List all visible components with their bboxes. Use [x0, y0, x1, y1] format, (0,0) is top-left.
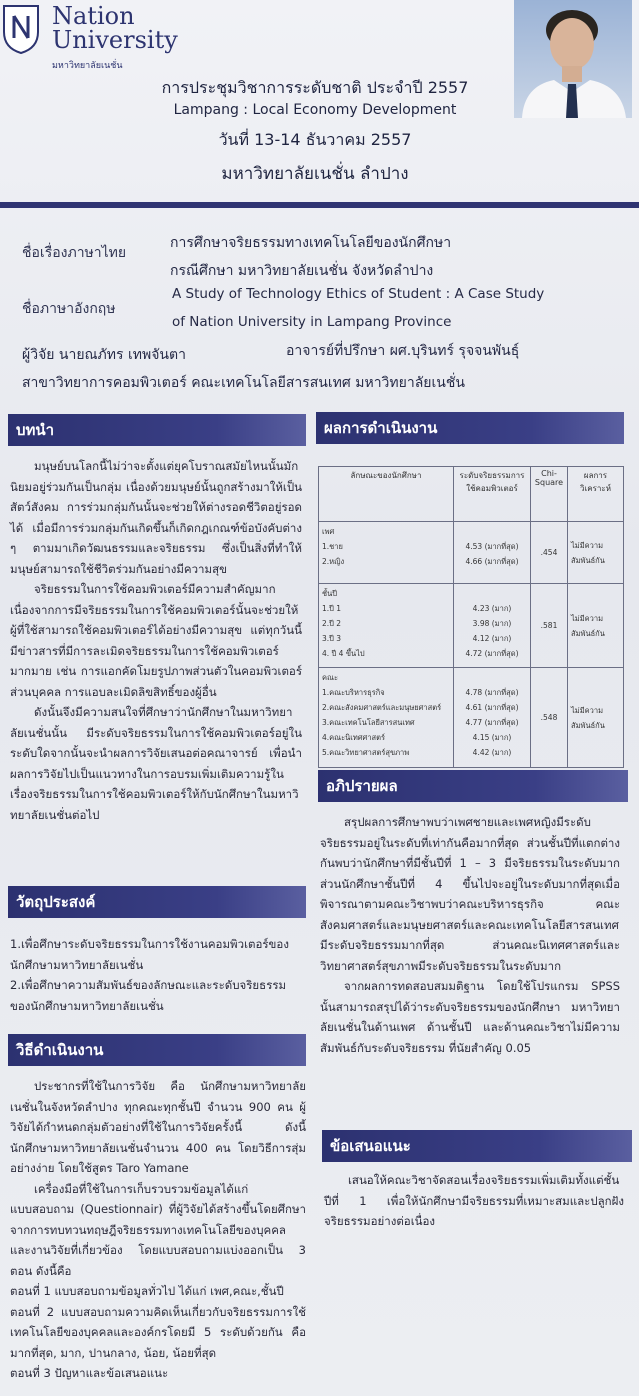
method-paragraph-2: เครื่องมือที่ใช้ในการเก็บรวบรวมข้อมูลได้แก่ แบบสอบถาม (Questionnair) ที่ผู้วิจัยได้สร้างขึ้นโดยศึกษาจากการทบทวนทฤษฎีจริยธรรมทางเทคโนโลยีของบุคคล และงานวิจัยที่เกี่ยวข้อง โดยแบบสอบถามแบ่งออกเป็น 3 ตอน ดังนี้คือ	[10, 1181, 306, 1278]
thai-title-label: ชื่อเรื่องภาษาไทย	[22, 245, 127, 261]
row-label: 2.ปี 2	[322, 619, 342, 628]
recommendations-body	[324, 1170, 624, 1232]
intro-paragraph-1: มนุษย์บนโลกนี้ไม่ว่าจะตั้งแต่ยุคโบราณสมัยไหนนั้นมักนิยมอยู่ร่วมกันเป็นกลุ่ม เนื่องด้วยมนุษย์นั้นถูกสร้างมาให้เป็นสัตว์สังคม การร่วมกลุ่มกันนั้นจะช่วยให้ต่างรอดชีวิตอยู่รอดได้ เมื่อมีการร่วมกลุ่มกันเกิดขึ้นก็เกิดกฎเกณฑ์ข้อบังคับต่าง ๆ ตามมาเกิดวัฒนธรรมและจริยธรรม ซึ่งเป็นสิ่งที่ทำให้มนุษย์สามารถใช้ชีวิตร่วมกันอย่างมีความสุข	[10, 459, 302, 576]
university-shield-logo	[2, 4, 40, 54]
objectives-heading: วัตถุประสงค์	[8, 886, 306, 918]
results-table	[318, 466, 624, 768]
level-cell	[454, 522, 531, 584]
group-name: เพศ	[322, 527, 335, 536]
discussion-body	[320, 812, 620, 1058]
analysis-result: ไม่มีความสัมพันธ์กัน	[568, 522, 624, 584]
row-label: 1.ปี 1	[322, 604, 342, 613]
row-label: 1.คณะบริหารธุรกิจ	[322, 688, 385, 697]
english-title-line2: of Nation University in Lampang Province	[172, 314, 452, 330]
row-label: 3.คณะเทคโนโลยีสารสนเทศ	[322, 718, 415, 727]
row-label: 5.คณะวิทยาศาสตร์สุขภาพ	[322, 748, 410, 757]
group-cell	[319, 668, 454, 768]
thai-title-line1: การศึกษาจริยธรรมทางเทคโนโลยีของนักศึกษา	[170, 235, 452, 251]
discussion-paragraph-1: สรุปผลการศึกษาพบว่าเพศชายและเพศหญิงมีระดับจริยธรรมอยู่ในระดับที่เท่ากันคือมากที่สุด ส่วนชั้นปีที่แตกต่างกันพบว่านักศึกษาที่มีชั้นปีที่ 1 – 3 มีจริยธรรมในระดับมากส่วนนักศึกษาชั้นปีที่ 4 ขึ้นไปจะอยู่ในระดับมากที่สุดเมื่อพิจารณาตามคณะวิชาพบว่าคณะบริหารธุรกิจ คณะสังคมศาสตร์และมนุษยศาสตร์และคณะเทคโนโลยีสารสนเทศมีระดับจริยธรรมมากที่สุด ส่วนคณะนิเทศศาสตร์และวิทยาศาสตร์สุขภาพมีระดับจริยธรรมในระดับมาก	[320, 815, 620, 973]
method-heading: วิธีดำเนินงาน	[8, 1034, 306, 1066]
university-name	[52, 4, 178, 52]
method-part-3: ตอนที่ 3 ปัญหาและข้อเสนอแนะ	[10, 1366, 169, 1380]
analysis-result: ไม่มีความสัมพันธ์กัน	[568, 668, 624, 768]
level-cell	[454, 584, 531, 668]
col-header-analysis: ผลการวิเคราะห์	[568, 467, 624, 522]
table-row	[319, 584, 624, 668]
row-label: 4.คณะนิเทศศาสตร์	[322, 733, 386, 742]
intro-paragraph-2: จริยธรรมในการใช้คอมพิวเตอร์มีความสำคัญมาก เนื่องจากการมีจริยธรรมในการใช้คอมพิวเตอร์นั้นจะช่วยให้ผู้ที่ใช้สามารถใช้คอมพิวเตอร์ได้อย่างมีความสุข แต่ทุกวันนี้มีข่าวสารที่มีการละเมิดจริยธรรมในการใช้คอมพิวเตอร์มากมาย เช่น การแอกคัดโมยรูปภาพส่วนตัวในคอมพิวเตอร์ส่วนบุคคล การแอบละเมิดลิขสิทธิ์ของผู้อื่น	[10, 582, 302, 699]
level-cell	[454, 668, 531, 768]
researcher-photo	[514, 0, 632, 118]
method-part-1: ตอนที่ 1 แบบสอบถามข้อมูลทั่วไป ได้แก่ เพศ,คณะ,ชั้นปี	[10, 1284, 284, 1298]
chi-square-value: .581	[531, 584, 568, 668]
row-level: 4.61 (มากที่สุด)	[465, 703, 519, 712]
row-level: 4.15 (มาก)	[472, 733, 512, 742]
thai-title-line2: กรณีศึกษา มหาวิทยาลัยเนชั่น จังหวัดลำปาง	[170, 263, 434, 279]
recommendations-paragraph: เสนอให้คณะวิชาจัดสอนเรื่องจริยธรรมเพิ่มเติมทั้งแต่ชั้นปีที่ 1 เพื่อให้นักศึกษามีจริยธรรมที่เหมาะสมและปลูกฝังจริยธรรมอย่างต่อเนื่อง	[324, 1173, 624, 1228]
advisor-name: อาจารย์ที่ปรึกษา ผศ.บุรินทร์ รุจจนพันธุ์	[286, 343, 520, 359]
table-header-row	[319, 467, 624, 522]
col-header-ethics-level: ระดับจริยธรรมการใช้คอมพิวเตอร์	[454, 467, 531, 522]
row-label: 4. ปี 4 ขึ้นไป	[322, 649, 365, 658]
conference-title: การประชุมวิชาการระดับชาติ ประจำปี 2557	[161, 78, 469, 97]
conference-theme: Lampang : Local Economy Development	[173, 102, 457, 118]
row-level: 4.72 (มากที่สุด)	[465, 649, 519, 658]
chi-square-value: .548	[531, 668, 568, 768]
row-level: 4.66 (มากที่สุด)	[465, 557, 519, 566]
conference-date: วันที่ 13-14 ธันวาคม 2557	[218, 130, 412, 149]
header-divider	[0, 202, 639, 208]
method-paragraph-1: ประชากรที่ใช้ในการวิจัย คือ นักศึกษามหาวิทยาลัยเนชั่นในจังหวัดลำปาง ทุกคณะทุกชั้นปี จำนวน 900 คน ผู้วิจัยได้กำหนดกลุ่มตัวอย่างที่ใช้ในการวิจัยครั้งนี้ ดังนี้ นักศึกษามหาวิทยาลัยเนชั่นจำนวน 400 คน โดยวิธีการสุ่มอย่างง่าย โดยใช้สูตร Taro Yamane	[10, 1079, 306, 1175]
university-name-line1: Nation	[52, 2, 135, 30]
intro-paragraph-3: ดังนั้นจึงมีความสนใจที่ศึกษาว่านักศึกษาในมหาวิทยาลัยเนชั่นนั้น มีระดับจริยธรรมในการใช้คอมพิวเตอร์อยู่ในระดับใดจากนั้นจะนำผลการวิจัยเสนอต่อคณาจารย์ เพื่อนำผลการวิจัยไปเป็นแนวทางในการอบรมเพิ่มเติมความรู้ในเรื่องจริยธรรมในการใช้คอมพิวเตอร์ให้กับนักศึกษาในมหาวิทยาลัยเนชั่นต่อไป	[10, 705, 302, 822]
row-label: 3.ปี 3	[322, 634, 342, 643]
group-name: คณะ	[322, 673, 339, 682]
row-level: 4.77 (มากที่สุด)	[465, 718, 519, 727]
objectives-list	[10, 934, 306, 1016]
table-row	[319, 668, 624, 768]
table-row	[319, 522, 624, 584]
department-line: สาขาวิทยาการคอมพิวเตอร์ คณะเทคโนโลยีสารสนเทศ มหาวิทยาลัยเนชั่น	[22, 375, 465, 391]
group-cell	[319, 584, 454, 668]
english-title-line1: A Study of Technology Ethics of Student : A Case Study	[172, 286, 545, 302]
analysis-result: ไม่มีความสัมพันธ์กัน	[568, 584, 624, 668]
col-header-characteristic: ลักษณะของนักศึกษา	[319, 467, 454, 522]
recommendations-heading: ข้อเสนอแนะ	[322, 1130, 632, 1162]
chi-square-value: .454	[531, 522, 568, 584]
row-level: 4.53 (มากที่สุด)	[465, 542, 519, 551]
university-name-thai: มหาวิทยาลัยเนชั่น	[52, 61, 123, 71]
objective-item-2: 2.เพื่อศึกษาความสัมพันธ์ของลักษณะและระดับจริยธรรมของนักศึกษามหาวิทยาลัยเนชั่น	[10, 978, 287, 1013]
discussion-paragraph-2: จากผลการทดสอบสมมติฐาน โดยใช้โปรแกรม SPSS นั้นสามารถสรุปได้ว่าระดับจริยธรรมของนักศึกษา มหาวิทยาลัยเนชั่นในด้านเพศ ด้านชั้นปี และด้านคณะวิชาไม่มีความสัมพันธ์กับระดับจริยธรรม ที่นัยสำคัญ 0.05	[320, 979, 620, 1055]
row-level: 4.42 (มาก)	[472, 748, 512, 757]
row-label: 2.คณะสังคมศาสตร์และมนุษยศาสตร์	[322, 703, 442, 712]
intro-body	[10, 456, 302, 825]
row-level: 3.98 (มาก)	[472, 619, 512, 628]
group-name: ชั้นปี	[322, 589, 337, 598]
results-heading: ผลการดำเนินงาน	[316, 412, 624, 444]
method-part-2: ตอนที่ 2 แบบสอบถามความคิดเห็นเกี่ยวกับจริยธรรมการใช้เทคโนโลยีของบุคคลและองค์กรโดยมี 5 ระดับด้วยกัน คือ มากที่สุด, มาก, ปานกลาง, น้อย, น้อยที่สุด	[10, 1304, 306, 1360]
group-cell	[319, 522, 454, 584]
university-name-line2: University	[52, 26, 178, 54]
objective-item-1: 1.เพื่อศึกษาระดับจริยธรรมในการใช้งานคอมพิวเตอร์ของนักศึกษามหาวิทยาลัยเนชั่น	[10, 937, 289, 972]
col-header-chi-square: Chi-Square	[531, 467, 568, 522]
row-level: 4.12 (มาก)	[472, 634, 512, 643]
english-title-label: ชื่อภาษาอังกฤษ	[22, 301, 116, 317]
row-label: 2.หญิง	[322, 557, 345, 566]
conference-venue: มหาวิทยาลัยเนชั่น ลำปาง	[221, 164, 409, 184]
row-level: 4.78 (มากที่สุด)	[465, 688, 519, 697]
discussion-heading: อภิปรายผล	[318, 770, 628, 802]
method-body	[10, 1076, 306, 1384]
row-level: 4.23 (มาก)	[472, 604, 512, 613]
row-label: 1.ชาย	[322, 542, 343, 551]
researcher-name: ผู้วิจัย นายณภัทร เทพจันตา	[22, 347, 186, 363]
intro-heading: บทนำ	[8, 414, 306, 446]
portrait-image	[514, 0, 632, 118]
